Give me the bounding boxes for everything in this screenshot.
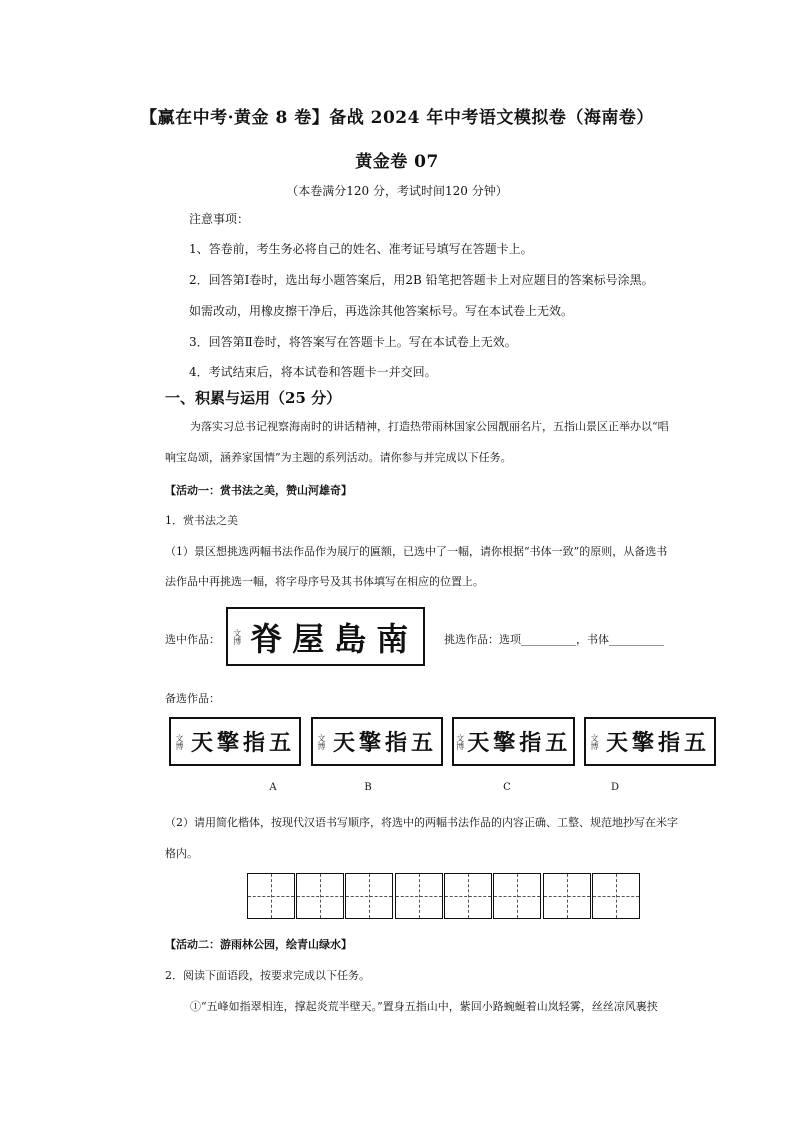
activity-2-heading: 【活动二：游雨林公园，绘青山绿水】 [165, 938, 352, 951]
question-1-2-line-1: （2）请用简化楷体，按现代汉语书写顺序，将选中的两幅书法作品的内容正确、工整、规范地抄写在米字 [165, 816, 678, 829]
grid-cell[interactable] [543, 873, 591, 919]
candidate-plaque-d [584, 717, 716, 766]
candidate-works-label: 备选作品： [165, 692, 220, 705]
selected-work-label: 选中作品： [165, 633, 220, 646]
intro-line-1: 为落实习总书记视察海南时的讲话精神，打造热带雨林国家公园靓丽名片，五指山景区正举办以“唱 [190, 420, 669, 433]
seal-stamp: 文博 [232, 628, 242, 645]
grid-cell[interactable] [592, 873, 640, 919]
seal-stamp: 文博 [174, 733, 184, 750]
notes-item-2: 2．回答第Ⅰ卷时，选出每小题答案后，用2B 铅笔把答题卡上对应题目的答案标号涂黑。 [189, 273, 654, 287]
grid-cell[interactable] [444, 873, 492, 919]
selected-calligraphy-plaque [226, 607, 425, 666]
question-1-1-line-2: 法作品中再挑选一幅，将字母序号及其书体填写在相应的位置上。 [165, 575, 484, 588]
grid-cell[interactable] [296, 873, 344, 919]
calligraphy-text: 天擎指五 [605, 730, 710, 756]
seal-stamp: 文博 [316, 733, 326, 750]
calligraphy-text: 天擎指五 [332, 730, 437, 756]
option-label-c: C [503, 782, 511, 793]
option-label-d: D [610, 782, 620, 793]
notes-item-4: 4．考试结束后，将本试卷和答题卡一并交回。 [189, 365, 437, 379]
question-1-1-line-1: （1）景区想挑选两幅书法作品作为展厅的匾额，已选中了一幅，请你根据“书体一致”的原则，从备选书 [165, 545, 668, 558]
grid-cell[interactable] [493, 873, 541, 919]
seal-stamp: 文博 [455, 733, 465, 750]
question-1-2-line-2: 格内。 [165, 847, 198, 860]
grid-cell[interactable] [247, 873, 295, 919]
seal-stamp: 文博 [589, 733, 599, 750]
option-label-a: A [269, 782, 277, 793]
question-2-passage: ①“五峰如指翠相连，撑起炎荒半壁天。”置身五指山中，紫回小路蜿蜒着山岚轻雾，丝丝凉风裹挟 [190, 1000, 658, 1013]
intro-line-2: 响宝岛颂，涵养家国情”为主题的系列活动。请你参与并完成以下任务。 [165, 451, 512, 464]
activity-1-heading: 【活动一：赏书法之美，赞山河雄奇】 [165, 484, 352, 497]
calligraphy-text: 天擎指五 [467, 730, 572, 756]
grid-cell[interactable] [345, 873, 393, 919]
calligraphy-text: 脊屋島南 [250, 619, 419, 658]
notes-item-1: 1、答卷前，考生务必将自己的姓名、准考证号填写在答题卡上。 [189, 242, 533, 256]
page-title: 【赢在中考·黄金 8 卷】备战 2024 年中考语文模拟卷（海南卷） [140, 108, 654, 128]
notes-item-2-cont: 如需改动，用橡皮擦干净后，再选涂其他答案标号。写在本试卷上无效。 [189, 304, 574, 318]
exam-info: （本卷满分120 分，考试时间120 分钟） [286, 184, 508, 198]
paper-subtitle: 黄金卷 07 [355, 152, 439, 172]
notes-heading: 注意事项： [189, 212, 250, 226]
pick-answer-line: 挑选作品：选项__________，书体__________ [444, 633, 664, 646]
option-label-b: B [364, 782, 372, 793]
candidate-plaque-b [311, 717, 443, 766]
candidate-plaque-a [169, 717, 301, 766]
grid-cell[interactable] [395, 873, 443, 919]
section-heading: 一、积累与运用（25 分） [165, 389, 342, 407]
candidate-plaque-c [452, 717, 575, 766]
notes-item-3: 3．回答第Ⅱ卷时，将答案写在答题卡上。写在本试卷上无效。 [189, 335, 517, 349]
question-1-title: 1．赏书法之美 [165, 514, 238, 527]
calligraphy-text: 天擎指五 [190, 730, 295, 756]
question-2-title: 2．阅读下面语段，按要求完成以下任务。 [165, 969, 370, 982]
